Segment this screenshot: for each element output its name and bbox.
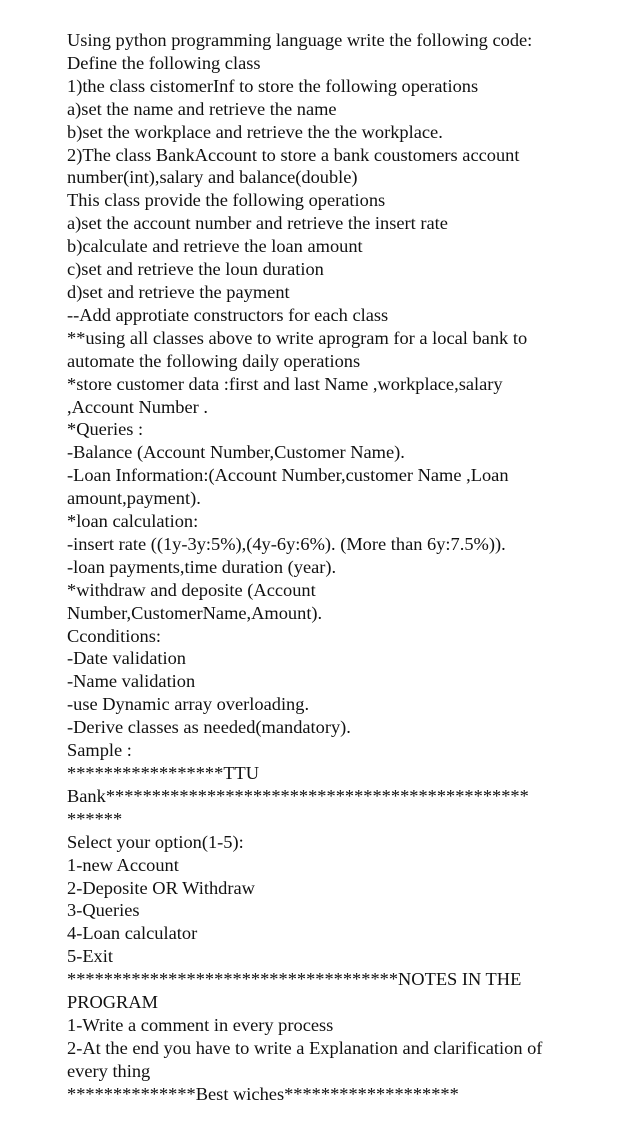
text-line: ****** (67, 808, 123, 829)
text-line: 1)the class cistomerInf to store the following operations (67, 75, 479, 96)
text-line: *Queries : (67, 419, 144, 440)
text-line: Number,CustomerName,Amount). (67, 602, 323, 623)
text-line: *loan calculation: (67, 511, 199, 532)
text-line: 3-Queries (67, 900, 140, 921)
text-line: -Derive classes as needed(mandatory). (67, 717, 351, 738)
text-line: automate the following daily operations (67, 350, 361, 371)
text-line: -Loan Information:(Account Number,customer Name ,Loan (67, 465, 509, 486)
text-line: a)set the account number and retrieve the insert rate (67, 213, 448, 234)
text-line: ************************************NOTES IN THE (67, 969, 522, 990)
text-line: amount,payment). (67, 488, 201, 509)
text-line: 4-Loan calculator (67, 923, 198, 944)
text-line: Cconditions: (67, 625, 162, 646)
text-line: -use Dynamic array overloading. (67, 694, 310, 715)
text-line: 2-Deposite OR Withdraw (67, 877, 255, 898)
text-line: c)set and retrieve the loun duration (67, 259, 324, 280)
text-line: a)set the name and retrieve the name (67, 98, 337, 119)
text-line: 1-Write a comment in every process (67, 1014, 334, 1035)
text-line: d)set and retrieve the payment (67, 281, 290, 302)
text-line: -insert rate ((1y-3y:5%),(4y-6y:6%). (More than 6y:7.5%)). (67, 533, 506, 554)
text-line: Bank********************************************** (67, 785, 529, 806)
text-line: 1-new Account (67, 854, 179, 875)
text-line: PROGRAM (67, 992, 158, 1013)
text-line: Sample : (67, 740, 132, 761)
text-line: Define the following class (67, 52, 261, 73)
text-line: Using python programming language write the following code: (67, 30, 533, 50)
document-body (67, 29, 627, 1106)
text-line: *****************TTU (67, 763, 260, 783)
text-line: b)set the workplace and retrieve the the workplace. (67, 121, 443, 142)
text-line: 2)The class BankAccount to store a bank coustomers account (67, 144, 520, 165)
text-line: -Name validation (67, 671, 196, 692)
text-line: ,Account Number . (67, 396, 208, 417)
text-line: -Date validation (67, 648, 186, 669)
text-line: -loan payments,time duration (year). (67, 556, 337, 577)
text-line: Select your option(1-5): (67, 831, 244, 852)
text-line: number(int),salary and balance(double) (67, 167, 358, 188)
text-line: **************Best wiches******************* (67, 1083, 459, 1104)
text-line: -Balance (Account Number,Customer Name). (67, 442, 405, 463)
text-line: every thing (67, 1060, 151, 1081)
text-line: --Add approtiate constructors for each class (67, 304, 389, 325)
text-line: **using all classes above to write aprogram for a local bank to (67, 327, 528, 348)
text-line: b)calculate and retrieve the loan amount (67, 236, 363, 257)
text-line: *store customer data :first and last Name ,workplace,salary (67, 373, 503, 394)
text-line: This class provide the following operations (67, 190, 386, 211)
text-line: *withdraw and deposite (Account (67, 579, 316, 600)
text-line: 5-Exit (67, 946, 113, 967)
text-line: 2-At the end you have to write a Explanation and clarification of (67, 1037, 543, 1058)
